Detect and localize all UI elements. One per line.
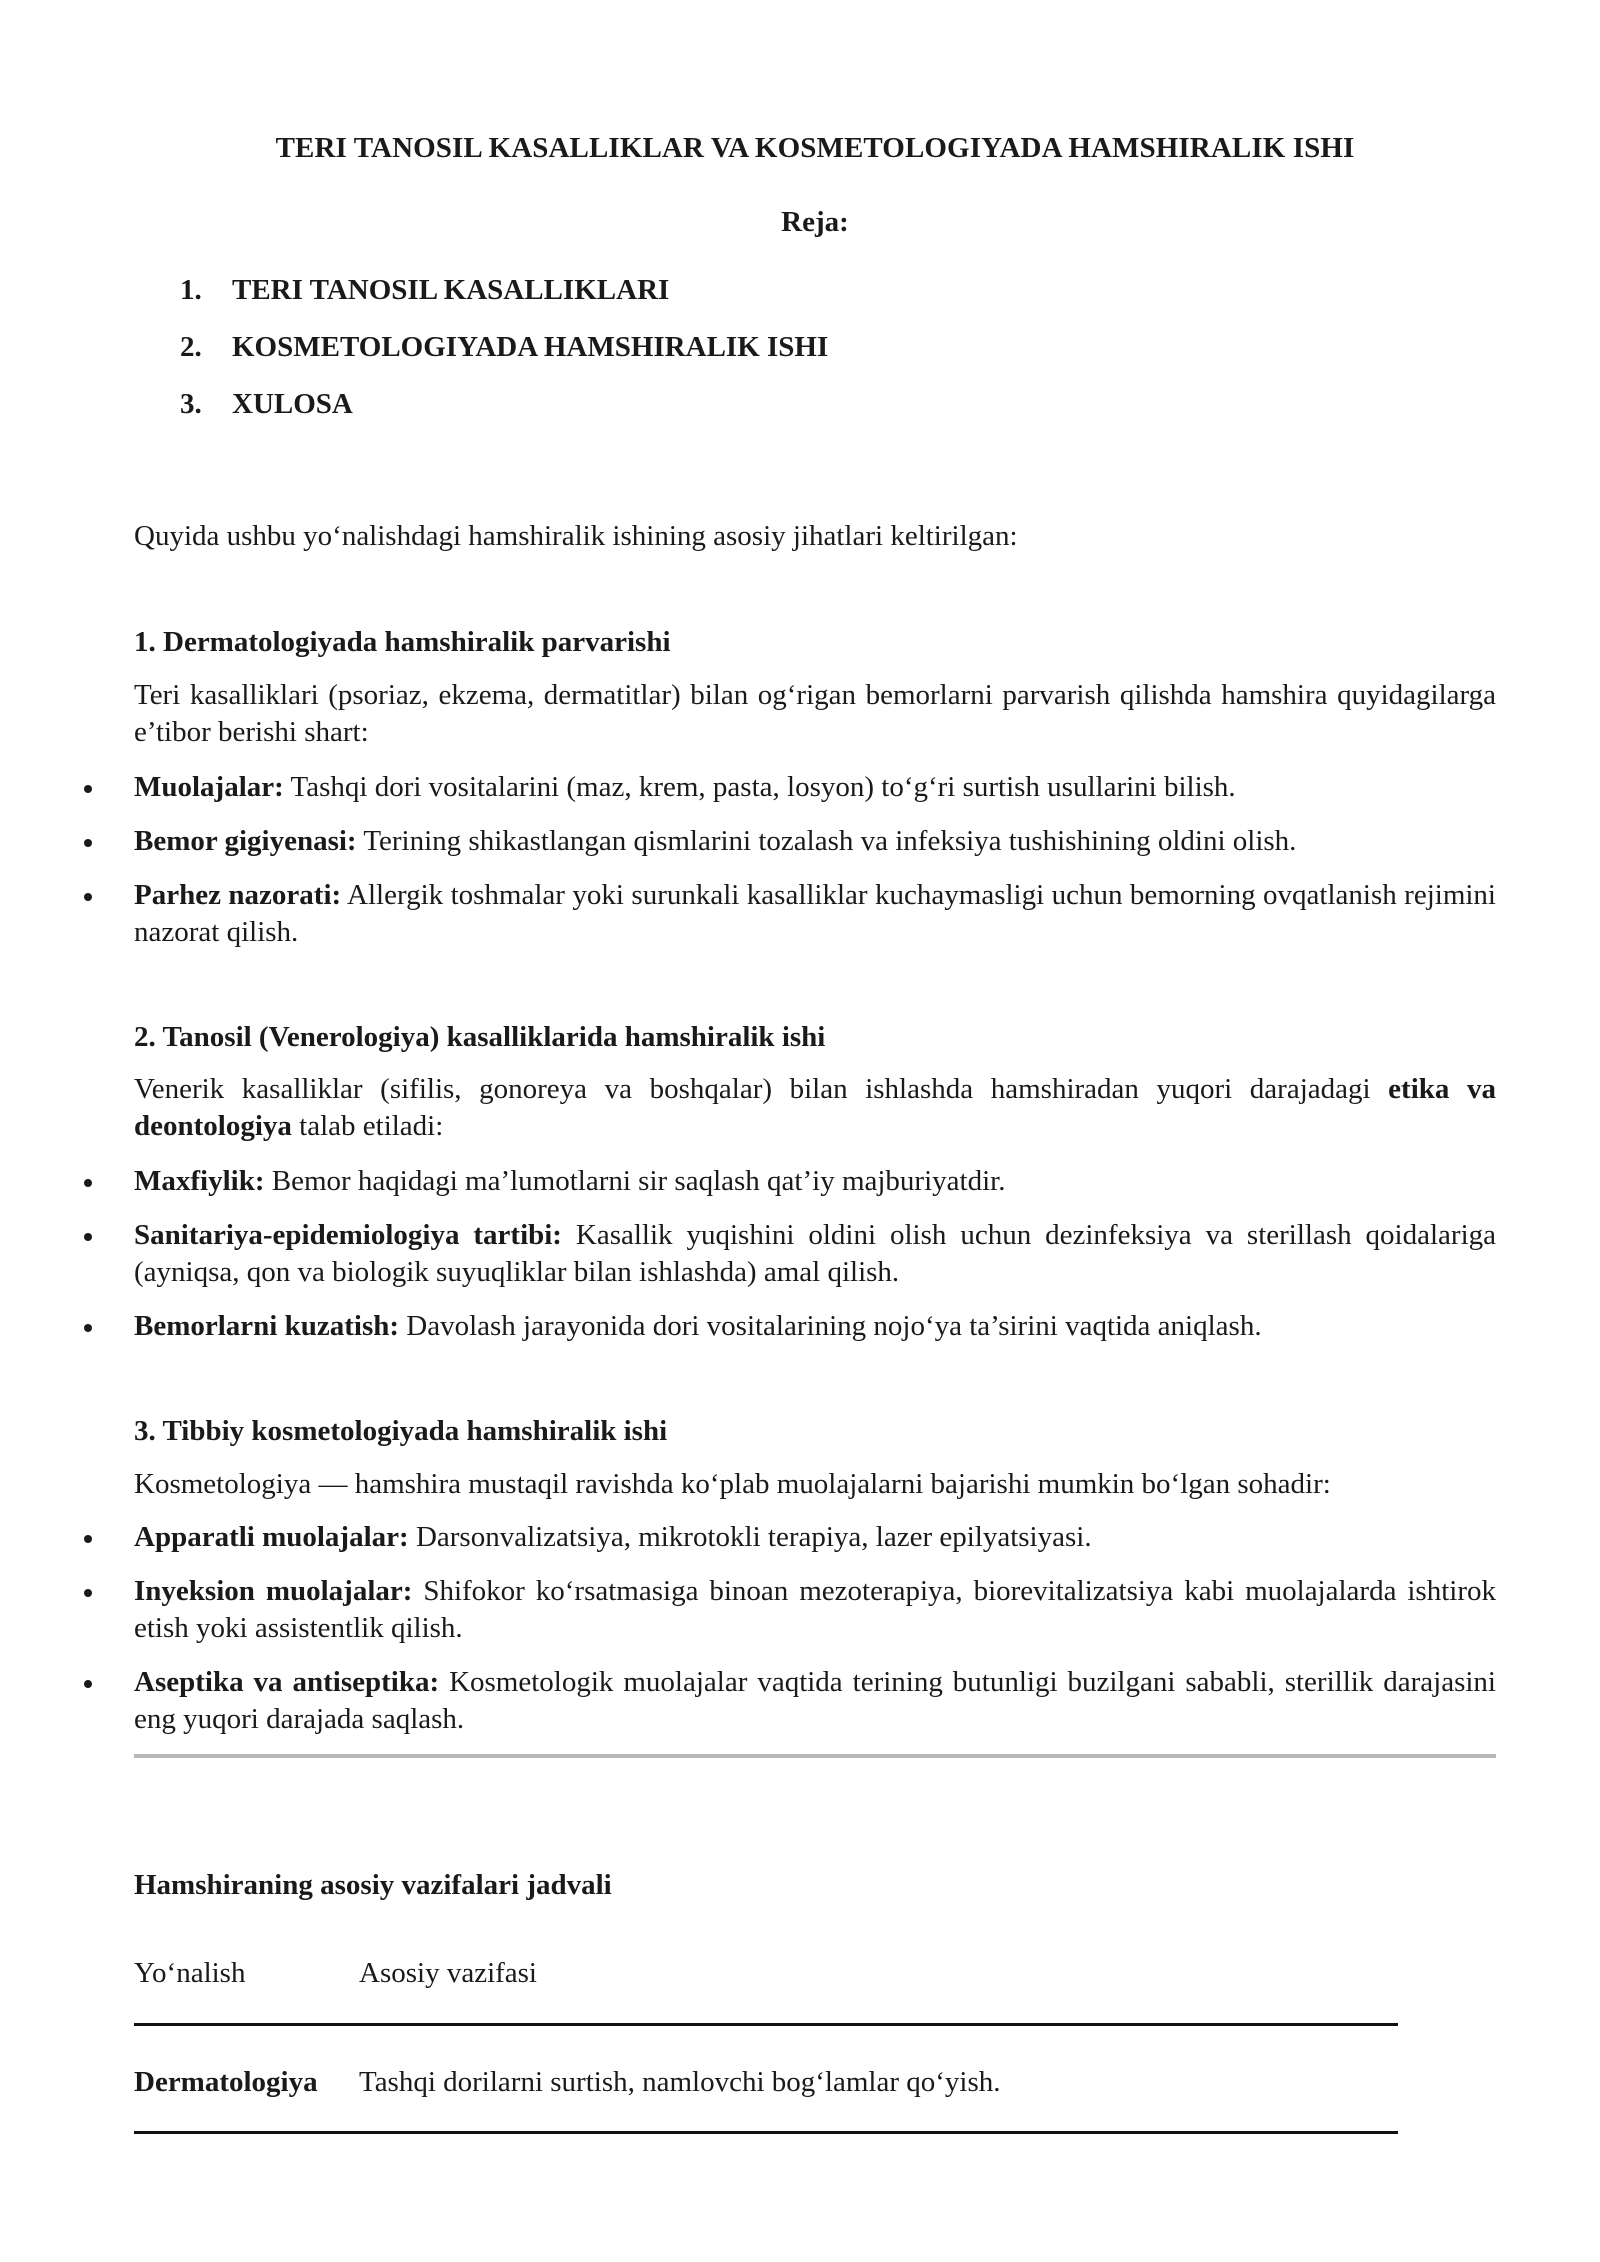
bullet-term: Inyeksion muolajalar: [134,1575,413,1607]
table-header-cell: Yo‘nalish [134,1957,246,1989]
list-item [0,1163,1496,1200]
bullet-icon [84,785,92,793]
plan-item-number: 3. [180,388,202,420]
section-1-title: 1. Dermatologiyada hamshiralik parvarishi [134,626,671,658]
plan-item-number: 2. [180,331,202,363]
bullet-text: Kosmetologik muolajalar vaqtida terining butunligi buzilgani sababli, sterillik darajasini eng yuqori darajada saqlash. [134,1666,1496,1735]
table-header-cell: Asosiy vazifasi [359,1957,537,1989]
bullet-term: Muolajalar: [134,771,284,803]
section-2-bullet-list [0,1163,1496,1362]
section-1-paragraph: Teri kasalliklari (psoriaz, ekzema, dermatitlar) bilan og‘rigan bemorlarni parvarish qilishda hamshira quyidagilarga e’tibor berishi shart: [134,679,1496,748]
bullet-term: Bemor gigiyenasi: [134,825,357,857]
table-heading: Hamshiraning asosiy vazifalari jadvali [134,1869,612,1901]
list-item [0,823,1496,860]
list-item [0,1217,1496,1291]
section-1-bullet-list [0,769,1496,968]
table-header-row [134,1955,1398,1992]
intro-paragraph: Quyida ushbu yo‘nalishdagi hamshiralik ishining asosiy jihatlari keltirilgan: [134,520,1018,552]
section-3-title: 3. Tibbiy kosmetologiyada hamshiralik ishi [134,1415,668,1447]
bullet-icon [84,1179,92,1187]
paragraph-text: Venerik kasalliklar (sifilis, gonoreya va boshqalar) bilan ishlashda hamshiradan yuqori darajadagi [134,1073,1389,1105]
bullet-text: Shifokor ko‘rsatmasiga binoan mezoterapiya, biorevitalizatsiya kabi muolajalarda ishtirok etish yoki assistentlik qilish. [134,1575,1496,1644]
bullet-icon [84,1233,92,1241]
bullet-icon [84,1589,92,1597]
plan-item-number: 1. [180,274,202,306]
bullet-term: Maxfiylik: [134,1165,265,1197]
bullet-icon [84,1535,92,1543]
list-item [0,769,1496,806]
plan-item-text: KOSMETOLOGIYADA HAMSHIRALIK ISHI [232,331,829,363]
section-3-bullet-list [0,1519,1496,1755]
bullet-term: Aseptika va antiseptika: [134,1666,440,1698]
plan-item [180,272,828,329]
table-rule [134,2131,1398,2134]
list-item [0,1308,1496,1345]
paragraph-text: talab etiladi: [291,1110,444,1142]
bullet-text: Allergik toshmalar yoki surunkali kasalliklar kuchaymasligi uchun bemorning ovqatlanish rejimini nazorat qilish. [134,879,1496,948]
plan-heading: Reja: [781,206,849,238]
bullet-icon [84,893,92,901]
list-item [0,1664,1496,1738]
table-row [134,2064,1398,2101]
section-2-paragraph [134,1071,1496,1145]
bullet-text: Davolash jarayonida dori vositalarining nojo‘ya ta’sirini vaqtida aniqlash. [399,1310,1262,1342]
plan-item-text: TERI TANOSIL KASALLIKLARI [232,274,670,306]
paragraph-bold-text: etika va deontologiya [134,1073,1496,1142]
table-cell: Tashqi dorilarni surtish, namlovchi bog‘lamlar qo‘yish. [359,2066,1001,2098]
plan-item-text: XULOSA [232,388,353,420]
bullet-text: Kasallik yuqishini oldini olish uchun dezinfeksiya va sterillash qoidalariga (ayniqsa, qon va biologik suyuqliklar bilan ishlashda) amal qilish. [134,1219,1496,1288]
bullet-term: Bemorlarni kuzatish: [134,1310,400,1342]
bullet-text: Darsonvalizatsiya, mikrotokli terapiya, lazer epilyatsiyasi. [408,1521,1092,1553]
bullet-text: Terining shikastlangan qismlarini tozalash va infeksiya tushishining oldini olish. [356,825,1297,857]
plan-item [180,329,828,386]
bullet-icon [84,1680,92,1688]
plan-list [180,272,828,443]
plan-item [180,386,828,443]
bullet-text: Tashqi dori vositalarini (maz, krem, pasta, losyon) to‘g‘ri surtish usullarini bilish. [283,771,1236,803]
table-rule [134,2023,1398,2026]
bullet-term: Apparatli muolajalar: [134,1521,409,1553]
bullet-term: Sanitariya-epidemiologiya tartibi: [134,1219,562,1251]
list-item [0,877,1496,951]
bullet-term: Parhez nazorati: [134,879,342,911]
list-item [0,1573,1496,1647]
bullet-icon [84,1324,92,1332]
table-cell: Dermatologiya [134,2066,318,2098]
section-2-title: 2. Tanosil (Venerologiya) kasalliklarida hamshiralik ishi [134,1021,826,1053]
horizontal-divider [134,1754,1496,1758]
list-item [0,1519,1496,1556]
section-3-paragraph: Kosmetologiya — hamshira mustaqil ravishda ko‘plab muolajalarni bajarishi mumkin bo‘lgan sohadir: [134,1468,1331,1500]
bullet-text: Bemor haqidagi ma’lumotlarni sir saqlash qat’iy majburiyatdir. [264,1165,1006,1197]
document-title: TERI TANOSIL KASALLIKLAR VA KOSMETOLOGIYADA HAMSHIRALIK ISHI [275,132,1355,164]
bullet-icon [84,839,92,847]
